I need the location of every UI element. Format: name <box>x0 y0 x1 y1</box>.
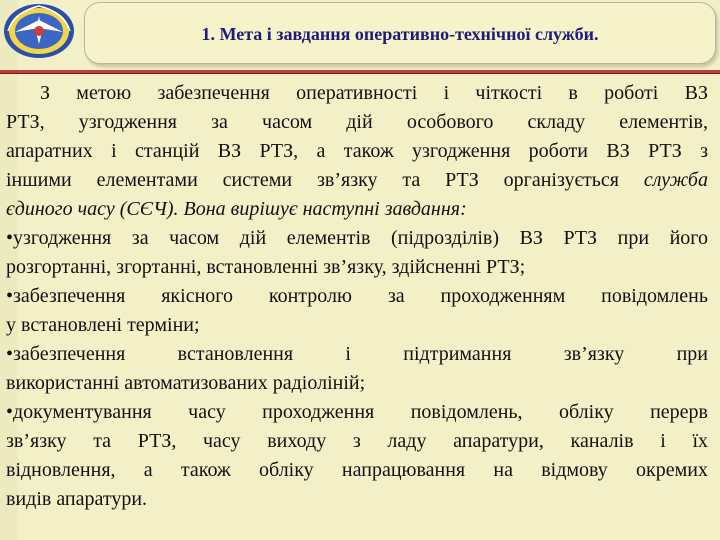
bullet-line: •документування часу проходження повідомлень, обліку перерв <box>6 401 708 423</box>
text-line: іншими елементами системи зв’язку та РТЗ організується служба <box>6 169 708 191</box>
text-line: у встановлені терміни; <box>6 314 200 336</box>
text-line: єдиного часу (СЄЧ). Вона вирішує наступні завдання: <box>6 198 467 220</box>
text-line: зв’язку та РТЗ, часу виходу з ладу апаратури, каналів і їх <box>6 430 708 452</box>
text-line: РТЗ, узгодження за часом дій особового складу елементів, <box>6 111 708 133</box>
text-line: відновлення, а також обліку напрацювання на відмову окремих <box>6 459 708 481</box>
text-line: апаратних і станцій ВЗ РТЗ, а також узгодження роботи ВЗ РТЗ з <box>6 140 708 162</box>
university-emblem-logo <box>2 2 76 60</box>
italic-term: служба <box>643 169 708 191</box>
bullet-line: •забезпечення встановлення і підтримання зв’язку при <box>6 343 708 365</box>
text-line: З метою забезпечення оперативності і чіткості в роботі ВЗ <box>40 82 708 104</box>
title-box <box>84 2 716 64</box>
text-line: розгортанні, згортанні, встановленні зв’язку, здійсненні РТЗ; <box>6 256 526 278</box>
text-line: видів апаратури. <box>6 488 148 510</box>
bullet-line: •узгодження за часом дій елементів (підрозділів) ВЗ РТЗ при його <box>6 227 708 249</box>
text-line: використанні автоматизованих радіоліній; <box>6 372 366 394</box>
header-divider-shadow <box>0 73 720 74</box>
bullet-line: •забезпечення якісного контролю за проходженням повідомлень <box>6 285 708 307</box>
page-title: 1. Мета і завдання оперативно-технічної служби. <box>201 24 599 44</box>
body-text <box>6 79 708 514</box>
